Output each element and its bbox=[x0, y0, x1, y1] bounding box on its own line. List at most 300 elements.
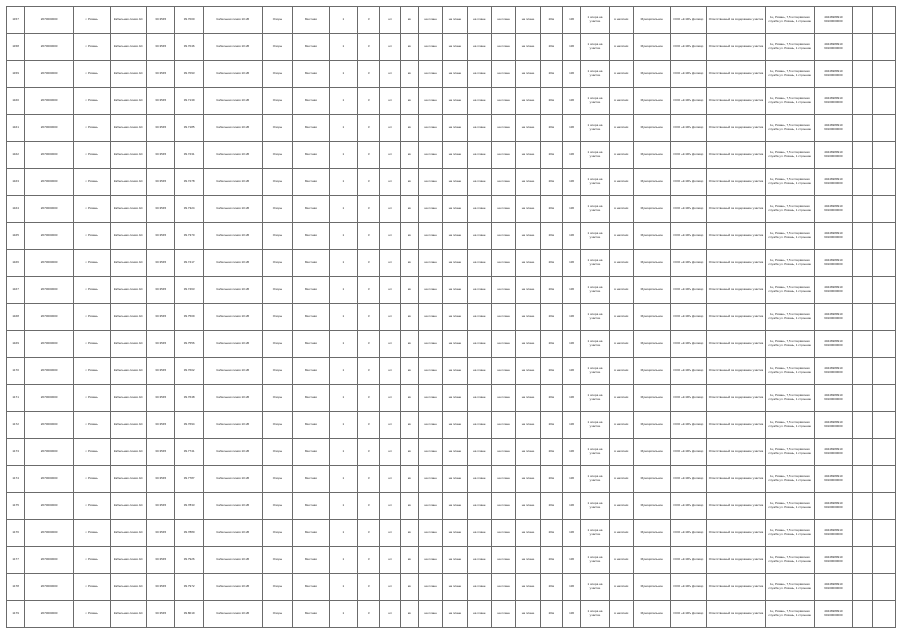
table-cell: шт bbox=[380, 169, 400, 196]
table-cell: Местная bbox=[293, 412, 330, 439]
table-cell: Муниципальное bbox=[633, 115, 670, 142]
table-cell: шт bbox=[380, 61, 400, 88]
table-cell: Местная bbox=[293, 493, 330, 520]
table-cell: на плане bbox=[516, 331, 540, 358]
table-cell: кв bbox=[400, 7, 418, 34]
table-cell: шт bbox=[380, 7, 400, 34]
table-cell: г. Рязань bbox=[73, 466, 110, 493]
table-cell: Ответственный за содержание участка bbox=[707, 466, 766, 493]
table-cell: на плане bbox=[491, 331, 515, 358]
table-cell: Ответственный за содержание участка bbox=[707, 61, 766, 88]
table-row bbox=[7, 520, 896, 547]
empty-cell bbox=[853, 385, 873, 412]
table-cell: Местная bbox=[293, 331, 330, 358]
table-cell: 1ц. Рязань, 7,5 м Сервисная служба ул. Рязань, 1 строение bbox=[765, 520, 814, 547]
register-sheet bbox=[6, 6, 896, 627]
table-cell: на плане bbox=[516, 358, 540, 385]
table-cell: на плане bbox=[491, 520, 515, 547]
table-cell: Опоры bbox=[262, 304, 292, 331]
table-cell: Кабельная линия 10 кВ bbox=[203, 196, 262, 223]
table-cell: 1ц. Рязань, 7,5 м Сервисная служба ул. Рязань, 1 строение bbox=[765, 547, 814, 574]
table-cell: г. Рязань bbox=[73, 223, 110, 250]
empty-cell bbox=[873, 439, 896, 466]
table-cell: на плане bbox=[443, 34, 467, 61]
table-cell: 1 опора на участке bbox=[581, 169, 609, 196]
empty-cell bbox=[873, 304, 896, 331]
table-cell: 2070000000 bbox=[25, 547, 74, 574]
table-cell: на плане bbox=[491, 493, 515, 520]
table-cell: Кабельная линия 10 кВ bbox=[203, 358, 262, 385]
table-cell: ООО «К-ЭР» Договор bbox=[670, 34, 707, 61]
table-cell: Местная bbox=[293, 7, 330, 34]
table-cell: 20м bbox=[540, 547, 562, 574]
table-cell: Кабельная линия АС bbox=[110, 88, 147, 115]
table-cell: 39.7509 bbox=[175, 304, 203, 331]
table-cell: Муниципальное bbox=[633, 520, 670, 547]
table-cell: 2070000000 bbox=[25, 358, 74, 385]
table-cell: кв bbox=[400, 277, 418, 304]
table-cell: 1ц. Рязань, 7,5 м Сервисная служба ул. Рязань, 1 строение bbox=[765, 88, 814, 115]
table-cell: 40446989910 60100000000 bbox=[814, 250, 853, 277]
table-cell: в наличии bbox=[609, 574, 633, 601]
table-cell: 30.3545 bbox=[147, 547, 175, 574]
table-cell: ООО «К-ЭР» Договор bbox=[670, 412, 707, 439]
table-cell: 2070000000 bbox=[25, 115, 74, 142]
table-cell: Местная bbox=[293, 304, 330, 331]
table-cell: 30.3545 bbox=[147, 574, 175, 601]
table-cell: в наличии bbox=[609, 304, 633, 331]
table-cell: Местная bbox=[293, 466, 330, 493]
empty-cell bbox=[853, 61, 873, 88]
table-cell: 1 опора на участке bbox=[581, 61, 609, 88]
table-cell: Местная bbox=[293, 223, 330, 250]
table-cell: 20м bbox=[540, 169, 562, 196]
table-cell: 1 bbox=[329, 88, 357, 115]
table-cell: 3 bbox=[358, 358, 380, 385]
table-cell: шт bbox=[380, 331, 400, 358]
table-cell: Ответственный за содержание участка bbox=[707, 385, 766, 412]
table-cell: 40446989910 60100000000 bbox=[814, 142, 853, 169]
table-cell: на плане bbox=[516, 385, 540, 412]
table-cell: Опоры bbox=[262, 493, 292, 520]
table-cell: в наличии bbox=[609, 142, 633, 169]
empty-cell bbox=[853, 439, 873, 466]
table-cell: Кабельная линия 10 кВ bbox=[203, 142, 262, 169]
table-cell: г. Рязань bbox=[73, 142, 110, 169]
table-cell: 30.3545 bbox=[147, 358, 175, 385]
table-cell: Кабельная линия АС bbox=[110, 385, 147, 412]
table-cell: ООО «К-ЭР» Договор bbox=[670, 277, 707, 304]
table-cell: кв bbox=[400, 358, 418, 385]
table-cell: 20м bbox=[540, 385, 562, 412]
table-cell: Кабельная линия АС bbox=[110, 7, 147, 34]
table-cell: шт bbox=[380, 88, 400, 115]
table-cell: шт bbox=[380, 142, 400, 169]
table-cell: Местная bbox=[293, 250, 330, 277]
table-cell: Ответственный за содержание участка bbox=[707, 34, 766, 61]
table-cell: на плане bbox=[443, 385, 467, 412]
table-cell: Местная bbox=[293, 61, 330, 88]
table-cell: 1ц. Рязань, 7,5 м Сервисная служба ул. Рязань, 1 строение bbox=[765, 34, 814, 61]
table-cell: г. Рязань bbox=[73, 331, 110, 358]
table-cell: шт bbox=[380, 223, 400, 250]
empty-cell bbox=[873, 601, 896, 628]
table-cell: на плане bbox=[516, 34, 540, 61]
table-cell: ООО «К-ЭР» Договор bbox=[670, 520, 707, 547]
table-cell: 1179 bbox=[7, 601, 25, 628]
table-cell: 1ц. Рязань, 7,5 м Сервисная служба ул. Рязань, 1 строение bbox=[765, 7, 814, 34]
table-cell: 3 bbox=[358, 277, 380, 304]
table-cell: на плане bbox=[516, 7, 540, 34]
table-cell: 2070000000 bbox=[25, 142, 74, 169]
table-row bbox=[7, 169, 896, 196]
table-cell: 136 bbox=[562, 277, 580, 304]
table-cell: 30.3545 bbox=[147, 196, 175, 223]
table-cell: кв bbox=[400, 493, 418, 520]
table-cell: кв bbox=[400, 196, 418, 223]
table-row bbox=[7, 574, 896, 601]
table-cell: г. Рязань bbox=[73, 412, 110, 439]
table-cell: на плане bbox=[516, 223, 540, 250]
table-cell: на плане bbox=[491, 466, 515, 493]
table-row bbox=[7, 277, 896, 304]
table-cell: на плане bbox=[491, 601, 515, 628]
table-cell: на плане bbox=[418, 385, 442, 412]
table-cell: Ответственный за содержание участка bbox=[707, 304, 766, 331]
table-cell: 39.7787 bbox=[175, 466, 203, 493]
table-cell: Кабельная линия АС bbox=[110, 412, 147, 439]
table-cell: Кабельная линия 10 кВ bbox=[203, 412, 262, 439]
table-cell: 2070000000 bbox=[25, 601, 74, 628]
empty-cell bbox=[873, 7, 896, 34]
table-cell: на плане bbox=[418, 196, 442, 223]
table-cell: 20м bbox=[540, 88, 562, 115]
table-cell: 1178 bbox=[7, 574, 25, 601]
empty-cell bbox=[853, 304, 873, 331]
table-cell: 3 bbox=[358, 115, 380, 142]
table-cell: на плане bbox=[443, 547, 467, 574]
table-cell: кв bbox=[400, 520, 418, 547]
table-cell: Муниципальное bbox=[633, 601, 670, 628]
table-cell: 39.7000 bbox=[175, 7, 203, 34]
empty-cell bbox=[853, 520, 873, 547]
table-cell: 1 bbox=[329, 466, 357, 493]
table-cell: 1 bbox=[329, 277, 357, 304]
table-cell: 30.3545 bbox=[147, 7, 175, 34]
table-cell: кв bbox=[400, 34, 418, 61]
table-cell: г. Рязань bbox=[73, 196, 110, 223]
table-cell: 30.3545 bbox=[147, 277, 175, 304]
table-cell: шт bbox=[380, 466, 400, 493]
table-cell: Местная bbox=[293, 115, 330, 142]
table-cell: Кабельная линия АС bbox=[110, 574, 147, 601]
table-cell: 136 bbox=[562, 466, 580, 493]
table-cell: 1 опора на участке bbox=[581, 115, 609, 142]
table-cell: Местная bbox=[293, 439, 330, 466]
table-cell: 2070000000 bbox=[25, 439, 74, 466]
table-cell: Кабельная линия 10 кВ bbox=[203, 331, 262, 358]
table-cell: г. Рязань bbox=[73, 34, 110, 61]
table-cell: ООО «К-ЭР» Договор bbox=[670, 142, 707, 169]
table-cell: шт bbox=[380, 277, 400, 304]
table-cell: Кабельная линия 10 кВ bbox=[203, 493, 262, 520]
table-cell: Опоры bbox=[262, 88, 292, 115]
table-cell: ООО «К-ЭР» Договор bbox=[670, 601, 707, 628]
table-cell: 1ц. Рязань, 7,5 м Сервисная служба ул. Рязань, 1 строение bbox=[765, 250, 814, 277]
table-cell: в наличии bbox=[609, 412, 633, 439]
table-cell: 1ц. Рязань, 7,5 м Сервисная служба ул. Рязань, 1 строение bbox=[765, 169, 814, 196]
table-cell: Кабельная линия АС bbox=[110, 169, 147, 196]
table-cell: 20м bbox=[540, 493, 562, 520]
table-cell: 136 bbox=[562, 304, 580, 331]
table-cell: 30.3545 bbox=[147, 304, 175, 331]
table-cell: 30.3545 bbox=[147, 493, 175, 520]
empty-cell bbox=[853, 7, 873, 34]
table-cell: на плане bbox=[491, 439, 515, 466]
table-cell: Кабельная линия 10 кВ bbox=[203, 277, 262, 304]
table-cell: 1 опора на участке bbox=[581, 277, 609, 304]
table-cell: Муниципальное bbox=[633, 493, 670, 520]
table-cell: 20м bbox=[540, 439, 562, 466]
table-cell: 136 bbox=[562, 115, 580, 142]
table-row bbox=[7, 547, 896, 574]
table-cell: Кабельная линия 10 кВ bbox=[203, 574, 262, 601]
table-cell: Муниципальное bbox=[633, 439, 670, 466]
table-cell: на плане bbox=[467, 412, 491, 439]
table-cell: на плане bbox=[467, 277, 491, 304]
table-cell: на плане bbox=[516, 493, 540, 520]
table-cell: 136 bbox=[562, 142, 580, 169]
table-cell: 40446989910 60100000000 bbox=[814, 115, 853, 142]
table-cell: Ответственный за содержание участка bbox=[707, 223, 766, 250]
table-cell: на плане bbox=[491, 385, 515, 412]
table-cell: на плане bbox=[418, 61, 442, 88]
table-cell: 39.7093 bbox=[175, 61, 203, 88]
table-cell: 3 bbox=[358, 331, 380, 358]
table-cell: 1ц. Рязань, 7,5 м Сервисная служба ул. Рязань, 1 строение bbox=[765, 439, 814, 466]
table-cell: на плане bbox=[418, 277, 442, 304]
table-row bbox=[7, 601, 896, 628]
table-cell: Кабельная линия 10 кВ bbox=[203, 547, 262, 574]
table-cell: Местная bbox=[293, 196, 330, 223]
table-cell: 39.7880 bbox=[175, 520, 203, 547]
table-cell: 30.3545 bbox=[147, 466, 175, 493]
table-cell: на плане bbox=[443, 169, 467, 196]
table-cell: 1 bbox=[329, 385, 357, 412]
table-cell: Кабельная линия АС bbox=[110, 115, 147, 142]
table-cell: г. Рязань bbox=[73, 169, 110, 196]
table-cell: Кабельная линия АС bbox=[110, 466, 147, 493]
table-cell: 1164 bbox=[7, 196, 25, 223]
table-cell: Муниципальное bbox=[633, 547, 670, 574]
table-cell: Кабельная линия 10 кВ bbox=[203, 439, 262, 466]
table-cell: 3 bbox=[358, 412, 380, 439]
table-cell: 1ц. Рязань, 7,5 м Сервисная служба ул. Рязань, 1 строение bbox=[765, 115, 814, 142]
table-cell: 136 bbox=[562, 358, 580, 385]
table-cell: кв bbox=[400, 223, 418, 250]
table-cell: Опоры bbox=[262, 412, 292, 439]
table-cell: ООО «К-ЭР» Договор bbox=[670, 196, 707, 223]
table-cell: на плане bbox=[516, 88, 540, 115]
table-cell: Муниципальное bbox=[633, 250, 670, 277]
table-cell: 1 bbox=[329, 7, 357, 34]
table-cell: на плане bbox=[467, 385, 491, 412]
table-cell: г. Рязань bbox=[73, 304, 110, 331]
table-cell: Муниципальное bbox=[633, 277, 670, 304]
table-cell: на плане bbox=[418, 601, 442, 628]
table-cell: Муниципальное bbox=[633, 466, 670, 493]
table-cell: 1 bbox=[329, 223, 357, 250]
table-cell: Опоры bbox=[262, 169, 292, 196]
table-row bbox=[7, 88, 896, 115]
table-cell: на плане bbox=[467, 466, 491, 493]
table-cell: на плане bbox=[418, 358, 442, 385]
table-cell: 3 bbox=[358, 574, 380, 601]
table-cell: в наличии bbox=[609, 277, 633, 304]
table-cell: Местная bbox=[293, 520, 330, 547]
table-cell: Кабельная линия АС bbox=[110, 520, 147, 547]
table-cell: 1ц. Рязань, 7,5 м Сервисная служба ул. Рязань, 1 строение bbox=[765, 385, 814, 412]
table-cell: на плане bbox=[467, 250, 491, 277]
table-cell: Опоры bbox=[262, 196, 292, 223]
table-cell: 1 bbox=[329, 520, 357, 547]
table-cell: г. Рязань bbox=[73, 277, 110, 304]
empty-cell bbox=[873, 385, 896, 412]
empty-cell bbox=[853, 574, 873, 601]
table-cell: Кабельная линия АС bbox=[110, 61, 147, 88]
table-cell: 20м bbox=[540, 520, 562, 547]
table-cell: Муниципальное bbox=[633, 88, 670, 115]
table-cell: 39.7139 bbox=[175, 88, 203, 115]
table-cell: 30.3545 bbox=[147, 142, 175, 169]
table-cell: в наличии bbox=[609, 493, 633, 520]
table-cell: 1ц. Рязань, 7,5 м Сервисная служба ул. Рязань, 1 строение bbox=[765, 142, 814, 169]
table-cell: 136 bbox=[562, 250, 580, 277]
table-cell: 39.7185 bbox=[175, 115, 203, 142]
table-cell: Местная bbox=[293, 574, 330, 601]
table-cell: Местная bbox=[293, 547, 330, 574]
table-cell: 1ц. Рязань, 7,5 м Сервисная служба ул. Рязань, 1 строение bbox=[765, 358, 814, 385]
table-cell: Муниципальное bbox=[633, 34, 670, 61]
table-cell: на плане bbox=[443, 493, 467, 520]
table-cell: 1173 bbox=[7, 439, 25, 466]
table-cell: Кабельная линия АС bbox=[110, 196, 147, 223]
table-cell: на плане bbox=[491, 61, 515, 88]
table-cell: 2070000000 bbox=[25, 223, 74, 250]
table-cell: шт bbox=[380, 574, 400, 601]
register-rows bbox=[7, 7, 896, 628]
table-cell: г. Рязань bbox=[73, 115, 110, 142]
table-cell: шт bbox=[380, 115, 400, 142]
table-cell: Муниципальное bbox=[633, 196, 670, 223]
table-cell: ООО «К-ЭР» Договор bbox=[670, 7, 707, 34]
table-cell: Ответственный за содержание участка bbox=[707, 601, 766, 628]
table-cell: 20м bbox=[540, 412, 562, 439]
table-cell: 1167 bbox=[7, 277, 25, 304]
table-cell: на плане bbox=[443, 601, 467, 628]
table-cell: Кабельная линия АС bbox=[110, 547, 147, 574]
table-cell: 136 bbox=[562, 169, 580, 196]
empty-cell bbox=[853, 601, 873, 628]
table-cell: на плане bbox=[516, 547, 540, 574]
table-cell: 2070000000 bbox=[25, 250, 74, 277]
table-cell: 20м bbox=[540, 277, 562, 304]
table-cell: 1 опора на участке bbox=[581, 7, 609, 34]
table-cell: Опоры bbox=[262, 547, 292, 574]
table-row bbox=[7, 493, 896, 520]
table-cell: 30.3545 bbox=[147, 385, 175, 412]
table-cell: 1 bbox=[329, 547, 357, 574]
table-cell: 136 bbox=[562, 331, 580, 358]
table-cell: Кабельная линия АС bbox=[110, 358, 147, 385]
table-cell: шт bbox=[380, 358, 400, 385]
table-cell: 1 опора на участке bbox=[581, 250, 609, 277]
table-cell: на плане bbox=[516, 574, 540, 601]
table-cell: г. Рязань bbox=[73, 547, 110, 574]
table-cell: 20м bbox=[540, 34, 562, 61]
table-cell: 1169 bbox=[7, 331, 25, 358]
table-cell: на плане bbox=[418, 412, 442, 439]
table-cell: на плане bbox=[491, 574, 515, 601]
table-cell: Кабельная линия 10 кВ bbox=[203, 250, 262, 277]
empty-cell bbox=[853, 34, 873, 61]
table-cell: 1 опора на участке bbox=[581, 223, 609, 250]
empty-cell bbox=[853, 169, 873, 196]
table-cell: шт bbox=[380, 547, 400, 574]
table-cell: 1 bbox=[329, 196, 357, 223]
table-cell: 39.7370 bbox=[175, 223, 203, 250]
empty-cell bbox=[873, 115, 896, 142]
table-cell: в наличии bbox=[609, 115, 633, 142]
table-cell: Опоры bbox=[262, 142, 292, 169]
table-cell: 1160 bbox=[7, 88, 25, 115]
empty-cell bbox=[873, 88, 896, 115]
table-cell: 1ц. Рязань, 7,5 м Сервисная служба ул. Рязань, 1 строение bbox=[765, 574, 814, 601]
table-cell: 3 bbox=[358, 304, 380, 331]
table-cell: кв bbox=[400, 574, 418, 601]
table-cell: г. Рязань bbox=[73, 574, 110, 601]
table-cell: на плане bbox=[467, 7, 491, 34]
table-cell: 20м bbox=[540, 601, 562, 628]
table-row bbox=[7, 61, 896, 88]
table-cell: Опоры bbox=[262, 358, 292, 385]
table-cell: 1165 bbox=[7, 223, 25, 250]
table-cell: на плане bbox=[418, 7, 442, 34]
table-cell: на плане bbox=[443, 223, 467, 250]
table-cell: 1ц. Рязань, 7,5 м Сервисная служба ул. Рязань, 1 строение bbox=[765, 277, 814, 304]
table-cell: 1 bbox=[329, 358, 357, 385]
table-cell: г. Рязань bbox=[73, 88, 110, 115]
table-cell: 1158 bbox=[7, 34, 25, 61]
table-cell: Ответственный за содержание участка bbox=[707, 493, 766, 520]
table-cell: шт bbox=[380, 601, 400, 628]
table-cell: 1 опора на участке bbox=[581, 34, 609, 61]
table-cell: г. Рязань bbox=[73, 7, 110, 34]
table-cell: 2070000000 bbox=[25, 304, 74, 331]
table-cell: Муниципальное bbox=[633, 304, 670, 331]
table-cell: г. Рязань bbox=[73, 61, 110, 88]
table-cell: кв bbox=[400, 466, 418, 493]
table-cell: на плане bbox=[418, 88, 442, 115]
table-cell: 1174 bbox=[7, 466, 25, 493]
table-cell: на плане bbox=[443, 439, 467, 466]
table-cell: шт bbox=[380, 34, 400, 61]
table-cell: Кабельная линия 10 кВ bbox=[203, 115, 262, 142]
table-cell: на плане bbox=[467, 520, 491, 547]
table-cell: 2070000000 bbox=[25, 196, 74, 223]
table-cell: ООО «К-ЭР» Договор bbox=[670, 331, 707, 358]
table-cell: 40446989910 60100000000 bbox=[814, 520, 853, 547]
